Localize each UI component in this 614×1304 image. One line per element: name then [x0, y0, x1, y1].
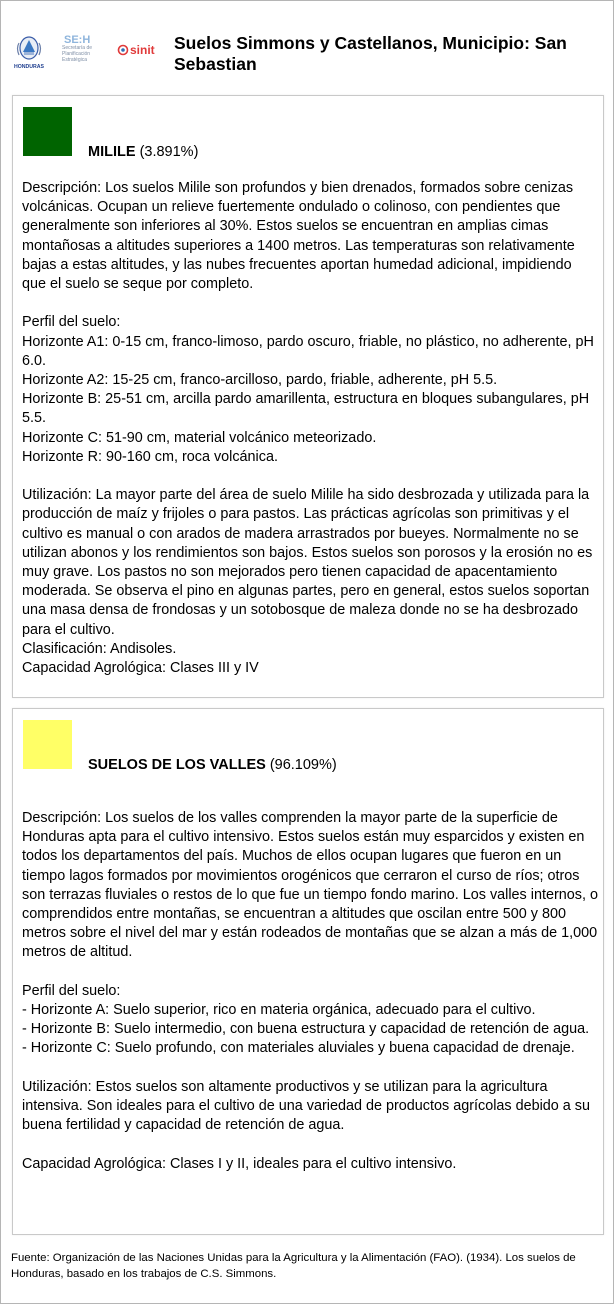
soil-title: [88, 756, 337, 774]
soil-card-milile: [12, 95, 604, 698]
soil-description: Descripción: Los suelos de los valles comprenden la mayor parte de la superficie de Honduras apta para el cultivo intensivo. Estos suelos están muy esparcidos y existen en todos los departamentos del país. Muchos de ellos ocupan lugares que fueron en un tiempo lagos formados por movimientos orogénicos que cerraron el curso de ríos; otros son terrazas fluviales o restos de lo que fue un tiempo fondo marino. Los valles internos, o comprendidos entre montañas, se encuentran a altitudes que oscilan entre 500 y 800 metros sobre el nivel del mar y están rodeados de montañas que se alzan a más de 1,000 metros de altitud.: [22, 810, 598, 961]
soil-details: [22, 179, 598, 678]
soil-capacity: Capacidad Agrológica: Clases I y II, ideales para el cultivo intensivo.: [22, 1155, 457, 1172]
soil-details: [22, 809, 598, 1174]
report-header: [1, 1, 613, 93]
spe-logo-mark: SE:H: [64, 34, 91, 46]
honduras-coat-of-arms-logo: [13, 33, 45, 71]
soil-color-swatch: [23, 107, 72, 156]
honduras-logo-text: HONDURAS: [14, 64, 44, 70]
sinit-logo-text: sinit: [130, 43, 155, 57]
soil-description: Descripción: Los suelos Milile son profundos y bien drenados, formados sobre cenizas volcánicas. Ocupan un relieve fuertemente ondulado o colinoso, con pendientes que generalmente son inferiores al 30%. Estos suelos se encuentran en amplias cimas montañosas a altitudes superiores a 1400 metros. Las temperaturas son relativamente bajas a estas altitudes, y las nubes frecuentes aportan humedad adicional, impidiendo que el suelo se seque por completo.: [22, 180, 575, 293]
sinit-logo: [117, 41, 161, 59]
spe-logo-text: Secretaría de Planificación Estratégica: [62, 45, 93, 63]
soil-name: SUELOS DE LOS VALLES: [88, 757, 266, 773]
soil-name: MILILE: [88, 144, 136, 160]
source-citation: Fuente: Organización de las Naciones Unidas para la Agricultura y la Alimentación (FAO). (1934). Los suelos de Honduras, basado en los trabajos de C.S. Simmons.: [11, 1252, 576, 1280]
page-title: Suelos Simmons y Castellanos, Municipio: San Sebastian: [174, 33, 567, 74]
soil-usage: Utilización: La mayor parte del área de suelo Milile ha sido desbrozada y utilizada para la producción de maíz y frijoles o para pastos. Las prácticas agrícolas son primitivas y el cultivo es manual o con arados de madera arrastrados por bueyes. Normalmente no se utilizan abonos y los rendimientos son bajos. Estos suelos son porosos y la erosión no es muy grave. Los pastos no son mejorados pero tienen capacidad de apacentamiento moderada. Se observa el pino en algunas partes, pero en general, estos suelos soportan una masa densa de frondosas y un sotobosque de maleza donde no se ha desbrozado para el cultivo. Clasificación: Andisoles. Capacidad Agrológica: Clases III y IV: [22, 487, 593, 677]
soil-profile: Perfil del suelo: Horizonte A1: 0-15 cm, franco-limoso, pardo oscuro, friable, no plástico, no adherente, pH 6.0. Horizonte A2: 15-25 cm, franco-arcilloso, pardo, friable, adherente, pH 5.5. Horizonte B: 25-51 cm, arcilla pardo amarillenta, estructura en bloques subangulares, pH 5.5. Horizonte C: 51-90 cm, material volcánico meteorizado. Horizonte R: 90-160 cm, roca volcánica.: [22, 314, 594, 465]
soil-color-swatch: [23, 720, 72, 769]
spe-logo: [62, 32, 104, 72]
soil-percent: (96.109%): [269, 757, 337, 773]
soil-title: [88, 143, 198, 161]
soil-usage: Utilización: Estos suelos son altamente productivos y se utilizan para la agricultura intensiva. Son ideales para el cultivo de una variedad de productos agrícolas debido a su buena fertilidad y capacidad de retención de agua.: [22, 1078, 591, 1134]
soil-percent: (3.891%): [139, 144, 199, 160]
soil-profile: Perfil del suelo: - Horizonte A: Suelo superior, rico en materia orgánica, adecuado para el cultivo. - Horizonte B: Suelo intermedio, con buena estructura y capacidad de retención de agua. - Horizonte C: Suelo profundo, con materiales aluviales y buena capacidad de drenaje.: [22, 982, 590, 1057]
soil-card-valles: [12, 708, 604, 1235]
